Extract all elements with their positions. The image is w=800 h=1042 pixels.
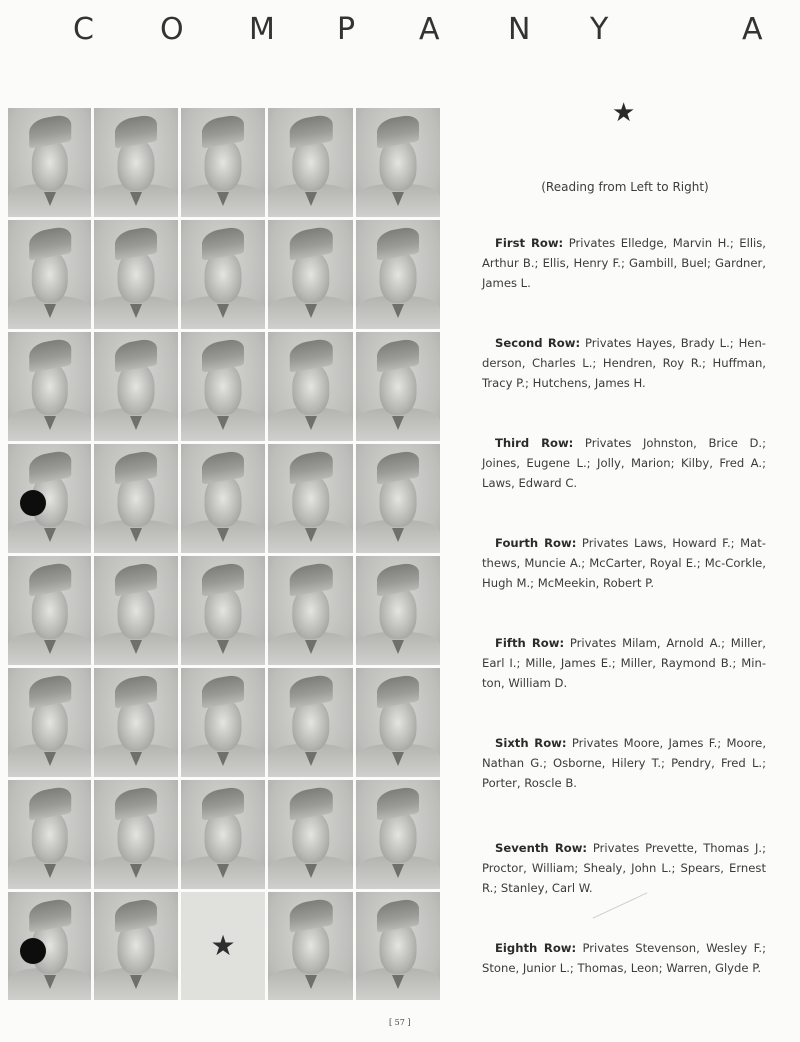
row-label: First Row: bbox=[495, 236, 564, 250]
black-dot-marker bbox=[20, 490, 46, 516]
caption-row-6 bbox=[482, 733, 766, 793]
row-label: Eighth Row: bbox=[495, 941, 577, 955]
portrait-photo bbox=[356, 892, 440, 1000]
caption-row-5 bbox=[482, 633, 766, 693]
portrait-photo bbox=[8, 556, 91, 665]
portrait-photo bbox=[268, 220, 353, 329]
row-names: Privates Laws, Howard F.; Mat-thews, Muncie A.; McCarter, Royal E.; Mc-Corkle, Hugh M.; McMeekin, Robert P. bbox=[482, 536, 766, 590]
portrait-photo bbox=[268, 892, 353, 1000]
collar bbox=[392, 975, 404, 989]
collar bbox=[305, 528, 317, 542]
portrait-photo bbox=[268, 108, 353, 217]
title-letter: O bbox=[160, 12, 184, 47]
photo-grid bbox=[8, 108, 440, 1000]
collar bbox=[44, 416, 56, 430]
title-letter: N bbox=[508, 12, 531, 47]
portrait-photo bbox=[268, 332, 353, 441]
collar bbox=[217, 528, 229, 542]
caption-row-8 bbox=[482, 938, 766, 978]
collar bbox=[305, 975, 317, 989]
collar bbox=[130, 304, 142, 318]
page-number: [ 57 ] bbox=[389, 1018, 411, 1027]
collar bbox=[130, 528, 142, 542]
portrait-photo bbox=[268, 780, 353, 889]
portrait-photo bbox=[94, 780, 178, 889]
collar bbox=[44, 304, 56, 318]
portrait-photo bbox=[268, 556, 353, 665]
collar bbox=[392, 192, 404, 206]
portrait-photo bbox=[268, 668, 353, 777]
collar bbox=[217, 864, 229, 878]
title-letter: M bbox=[249, 12, 275, 47]
portrait-photo bbox=[94, 444, 178, 553]
collar bbox=[217, 416, 229, 430]
portrait-photo bbox=[181, 780, 265, 889]
collar bbox=[130, 640, 142, 654]
collar bbox=[130, 416, 142, 430]
title-letter: A bbox=[742, 12, 763, 47]
blank-photo-tile bbox=[181, 892, 265, 1000]
collar bbox=[305, 640, 317, 654]
reading-note: (Reading from Left to Right) bbox=[541, 180, 709, 194]
collar bbox=[217, 640, 229, 654]
portrait-photo bbox=[8, 220, 91, 329]
row-label: Fourth Row: bbox=[495, 536, 577, 550]
row-label: Fifth Row: bbox=[495, 636, 565, 650]
collar bbox=[130, 752, 142, 766]
collar bbox=[44, 864, 56, 878]
portrait-photo bbox=[356, 332, 440, 441]
portrait-photo bbox=[8, 444, 91, 553]
portrait-photo bbox=[94, 892, 178, 1000]
collar bbox=[217, 192, 229, 206]
title-letter: Y bbox=[590, 12, 609, 47]
portrait-photo bbox=[268, 444, 353, 553]
portrait-photo bbox=[181, 108, 265, 217]
portrait-photo bbox=[8, 780, 91, 889]
row-label: Sixth Row: bbox=[495, 736, 567, 750]
portrait-photo bbox=[181, 332, 265, 441]
collar bbox=[305, 416, 317, 430]
portrait-photo bbox=[8, 892, 91, 1000]
row-names: Privates Moore, James F.; Moore, Nathan G.; Osborne, Hilery T.; Pendry, Fred L.; Porter, Roscle B. bbox=[482, 736, 767, 790]
title-letter: P bbox=[337, 12, 356, 47]
collar bbox=[305, 304, 317, 318]
collar bbox=[130, 975, 142, 989]
collar bbox=[44, 752, 56, 766]
collar bbox=[130, 864, 142, 878]
collar bbox=[217, 752, 229, 766]
portrait-photo bbox=[181, 556, 265, 665]
row-names: Privates Stevenson, Wesley F.; Stone, Junior L.; Thomas, Leon; Warren, Glyde P. bbox=[482, 941, 766, 975]
collar bbox=[305, 192, 317, 206]
portrait-photo bbox=[94, 332, 178, 441]
portrait-photo bbox=[94, 220, 178, 329]
portrait-photo bbox=[94, 108, 178, 217]
title-letter: A bbox=[419, 12, 440, 47]
collar bbox=[392, 304, 404, 318]
portrait-photo bbox=[181, 444, 265, 553]
row-label: Seventh Row: bbox=[495, 841, 588, 855]
portrait-photo bbox=[356, 780, 440, 889]
portrait-photo bbox=[356, 220, 440, 329]
row-names: Privates Johnston, Brice D.; Joines, Eugene L.; Jolly, Marion; Kilby, Fred A.; Laws, Edward C. bbox=[482, 436, 766, 490]
portrait-photo bbox=[356, 108, 440, 217]
row-names: Privates Milam, Arnold A.; Miller, Earl I.; Mille, James E.; Miller, Raymond B.; Min-ton, William D. bbox=[482, 636, 766, 690]
portrait-photo bbox=[94, 668, 178, 777]
collar bbox=[44, 528, 56, 542]
star-icon: ★ bbox=[612, 98, 636, 128]
collar bbox=[305, 864, 317, 878]
portrait-photo bbox=[8, 108, 91, 217]
portrait-photo bbox=[8, 668, 91, 777]
row-label: Third Row: bbox=[495, 436, 574, 450]
row-names: Privates Prevette, Thomas J.; Proctor, William; Shealy, John L.; Spears, Ernest R.; Stanley, Carl W. bbox=[482, 841, 766, 895]
collar bbox=[305, 752, 317, 766]
row-label: Second Row: bbox=[495, 336, 581, 350]
star-icon: ★ bbox=[210, 929, 236, 962]
black-dot-marker bbox=[20, 938, 46, 964]
portrait-photo bbox=[94, 556, 178, 665]
collar bbox=[44, 192, 56, 206]
collar bbox=[130, 192, 142, 206]
collar bbox=[44, 975, 56, 989]
caption-row-1 bbox=[482, 233, 766, 293]
portrait-photo bbox=[356, 668, 440, 777]
portrait-photo bbox=[356, 444, 440, 553]
collar bbox=[392, 640, 404, 654]
portrait-photo bbox=[181, 220, 265, 329]
caption-row-7 bbox=[482, 838, 766, 898]
page-title bbox=[0, 12, 800, 52]
portrait-photo bbox=[356, 556, 440, 665]
row-names: Privates Hayes, Brady L.; Hen-derson, Charles L.; Hendren, Roy R.; Huffman, Tracy P.; Hutchens, James H. bbox=[482, 336, 766, 390]
collar bbox=[392, 528, 404, 542]
row-names: Privates Elledge, Marvin H.; Ellis, Arthur B.; Ellis, Henry F.; Gambill, Buel; Gardner, James L. bbox=[482, 236, 766, 290]
collar bbox=[392, 416, 404, 430]
caption-row-4 bbox=[482, 533, 766, 593]
collar bbox=[217, 304, 229, 318]
collar bbox=[392, 864, 404, 878]
title-letter: C bbox=[73, 12, 94, 47]
caption-row-3 bbox=[482, 433, 766, 493]
caption-row-2 bbox=[482, 333, 766, 393]
portrait-photo bbox=[181, 668, 265, 777]
portrait-photo bbox=[8, 332, 91, 441]
collar bbox=[44, 640, 56, 654]
collar bbox=[392, 752, 404, 766]
